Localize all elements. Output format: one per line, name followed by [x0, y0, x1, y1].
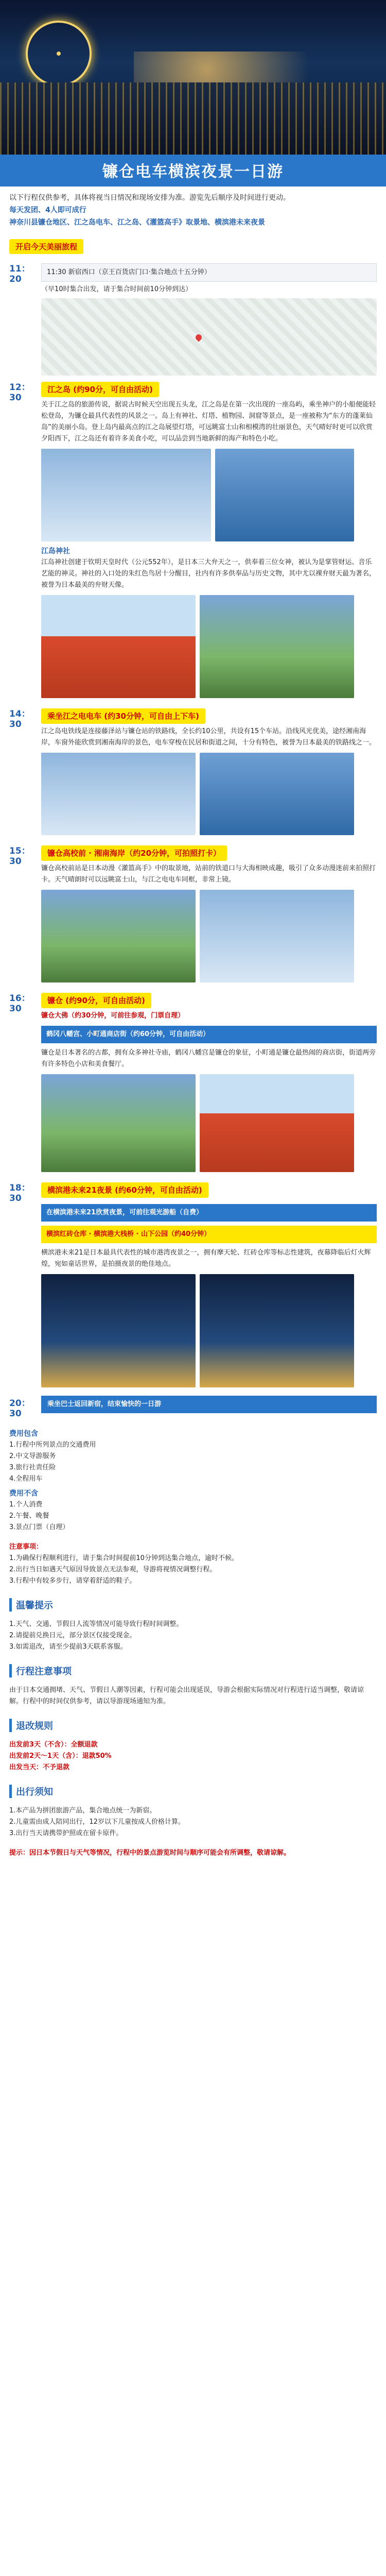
spot-text: 镰仓是日本著名的古都，拥有众多神社寺庙，鹤冈八幡宫是镰仓的象征，小町通是镰仓最热闹的商店街，街道两旁有许多特色小店和美食餐厅。	[41, 1049, 376, 1068]
refund-item: 出发前2天～1天（含）：退款50%	[9, 1752, 112, 1760]
spot-text: 关于江之岛的旅游传说，据说古时候天空出现五头龙，江之岛是在第一次出现的一座岛屿，乘坐神户的小船便能轻松登岛，为镰仓最具代表性的风景之一。岛上有神社、灯塔、植物园、洞窟等景点，是一座被称为“东方的蓬莱仙岛”的美丽小岛。登上岛内最高点的江之岛展望灯塔，可远眺富士山和相模湾的壮丽景色，天气晴好时更可以欣赏夕阳西下，江之岛还有着许多美食小吃，可以品尝到当地新鲜的海产和特色小吃。	[41, 401, 376, 443]
fee-include-heading: 费用包含	[9, 1430, 38, 1438]
schedule-day-2	[0, 378, 386, 704]
schedule-day-7	[0, 1394, 386, 1421]
fee-item: 3.旅行社责任险	[9, 1464, 56, 1471]
schedule-day-6	[0, 1178, 386, 1394]
notice-section	[0, 1537, 386, 1591]
schedule-day-1	[0, 259, 386, 378]
photo-yokohama-1	[41, 1274, 196, 1387]
photo-shrine-2	[200, 595, 354, 698]
meeting-note: （早10时集合出发，请于集合时间前10分钟到达）	[41, 285, 192, 293]
schedule-day-3	[0, 704, 386, 841]
photo-enoshima-1	[41, 449, 211, 541]
refund-item: 出发前3天（不含）：全额退款	[9, 1741, 98, 1749]
spot-heading: 横滨港未来21夜景 (约60分钟，可自由活动)	[41, 1182, 208, 1198]
map-pin-icon	[195, 333, 203, 342]
plan-heading: 行程注意事项	[9, 1664, 377, 1677]
time-label: 20：30	[9, 1398, 30, 1419]
fee-exclude-heading: 费用不含	[9, 1489, 38, 1498]
time-label: 18：30	[9, 1183, 30, 1204]
refund-heading: 退改规则	[9, 1719, 377, 1732]
spot-heading: 乘坐江之电电车 (约30分钟，可自由上下车)	[41, 708, 205, 724]
warning-text: 镰仓大佛（约30分钟，可前往参观，门票自理）	[41, 1012, 185, 1020]
fee-item: 1.行程中所列景点的交通费用	[9, 1441, 96, 1449]
map-image	[41, 298, 377, 376]
intro-tags-2: 神奈川县镰仓地区、江之岛电车、江之岛、《灌篮高手》取景地、横滨港未来夜景	[9, 218, 265, 227]
footer-note: 提示：因日本节假日与天气等情况，行程中的景点游览时间与顺序可能会有所调整，敬请谅解。	[9, 1849, 291, 1857]
spot-banner: 鹤冈八幡宫、小町通商店街（约60分钟，可自由活动）	[41, 1026, 377, 1043]
notice-item: 1.为确保行程顺利进行，请于集合时间提前10分钟到达集合地点，逾时不候。	[9, 1554, 238, 1562]
photo-kamakura-2	[200, 890, 354, 982]
photo-train-2	[200, 753, 354, 835]
fee-item: 2.午餐、晚餐	[9, 1512, 49, 1520]
time-label: 12：30	[9, 382, 30, 403]
notice-item: 3.行程中有较多步行，请穿着舒适的鞋子。	[9, 1577, 136, 1585]
fee-item: 2.中文导游服务	[9, 1452, 56, 1460]
photo-buddha	[41, 1074, 196, 1172]
time-label: 16：30	[9, 993, 30, 1014]
tip-item: 2.请提前兑换日元，部分景区仅接受现金。	[9, 1632, 136, 1639]
tip-item: 3.如需退改，请至少提前3天联系客服。	[9, 1643, 127, 1651]
fee-item: 4.全程用车	[9, 1475, 43, 1483]
tips-heading: 温馨提示	[9, 1598, 377, 1612]
guide-item: 3.出行当天请携带护照或在留卡原件。	[9, 1829, 123, 1837]
photo-enoshima-2	[215, 449, 354, 541]
shrine-text: 江岛神社创建于钦明天皇时代（公元552年），是日本三大弁天之一，供奉着三位女神，被认为是掌管财运、音乐艺能的神灵。神社的入口处的朱红色鸟居十分醒目，社内有许多供奉品与历史文物，其中尤以裸弁财天最为著名，被誉为日本最美的弁财天像。	[41, 558, 376, 589]
photo-shrine-1	[41, 595, 196, 698]
end-text: 乘坐巴士返回新宿，结束愉快的一日游	[41, 1396, 377, 1413]
ferris-wheel	[26, 21, 92, 87]
intro	[0, 187, 386, 234]
spot-text: 江之岛电铁线是连接藤泽站与镰仓站的铁路线，全长约10公里，共设有15个车站。沿线风光优美，途经湘南海岸，车窗外能欣赏到湘南海岸的景色，电车穿梭在民居和街道之间，十分有特色，被誉为日本最美的铁路线之一。	[41, 727, 376, 747]
refund-section	[0, 1735, 386, 1777]
page-title: 镰仓电车横滨夜景一日游	[102, 163, 284, 181]
spot-text: 横滨港未来21是日本最具代表性的城市港湾夜景之一，拥有摩天轮、红砖仓库等标志性建筑，夜幕降临后灯火辉煌，宛如童话世界，是拍摄夜景的绝佳地点。	[41, 1249, 371, 1268]
tip-item: 1.天气、交通、节假日人流等情况可能导致行程时间调整。	[9, 1620, 183, 1628]
schedule-day-5	[0, 989, 386, 1178]
section-today: 开启今天美丽旅程	[9, 239, 83, 254]
fee-section	[0, 1421, 386, 1537]
spot-banner-2: 横滨红砖仓库 · 横滨港大栈桥 · 山下公园（约40分钟）	[41, 1226, 377, 1243]
fee-item: 3.景点门票（自理）	[9, 1523, 69, 1531]
meeting-point: 11:30 新宿西口（京王百货店门口·集合地点十五分钟）	[41, 263, 377, 282]
time-label: 11：20	[9, 264, 30, 284]
spot-heading: 江之岛 (约90分，可自由活动)	[41, 382, 159, 397]
spot-heading: 镰仓 (约90分，可自由活动)	[41, 993, 151, 1008]
schedule-day-4	[0, 841, 386, 989]
photo-kamakura-1	[41, 890, 196, 982]
hero-image	[0, 0, 386, 155]
intro-tags: 每天发团、4人即可成行	[9, 206, 86, 214]
spot-heading: 镰仓高校前 · 湘南海岸（约20分钟，可拍照打卡）	[41, 845, 227, 861]
spot-text: 镰仓高校前站是日本动漫《灌篮高手》中的取景地，站前的铁道口与大海相映成趣，吸引了众多动漫迷前来拍照打卡。天气晴朗时可以远眺富士山，与江之电电车同框，非常上镜。	[41, 865, 376, 884]
photo-yokohama-2	[200, 1274, 354, 1387]
fee-item: 1.个人消费	[9, 1501, 43, 1509]
guide-section	[0, 1801, 386, 1843]
photo-train-1	[41, 753, 196, 835]
time-label: 15：30	[9, 846, 30, 867]
tips-section	[0, 1615, 386, 1657]
photo-hachimangu	[200, 1074, 354, 1172]
guide-item: 2.儿童需由成人陪同出行，12岁以下儿童按成人价格计算。	[9, 1818, 185, 1826]
refund-item: 出发当天：不予退款	[9, 1764, 70, 1771]
time-label: 14：30	[9, 709, 30, 730]
spot-banner: 在横滨港未来21欣赏夜景，可前往观光游船（自费）	[41, 1204, 377, 1222]
shrine-heading: 江岛神社	[41, 547, 70, 555]
intro-text: 以下行程仅供参考，具体将视当日情况和现场安排为准。游览先后顺序及时间进行更动。	[9, 194, 290, 202]
city-lights	[0, 82, 386, 155]
guide-heading: 出行须知	[9, 1785, 377, 1798]
notice-heading: 注意事项：	[9, 1543, 43, 1551]
notice-item: 2.出行当日如遇天气原因导致景点无法参观，导游将视情况调整行程。	[9, 1566, 217, 1573]
plan-text: 由于日本交通拥堵、天气、节假日人潮等因素，行程可能会出现延误，导游会根据实际情况对行程进行适当调整，敬请谅解。行程中的时间仅供参考，请以导游现场通知为准。	[9, 1686, 364, 1705]
title-bar	[0, 155, 386, 187]
guide-item: 1.本产品为拼团旅游产品，集合地点统一为新宿。	[9, 1807, 156, 1815]
